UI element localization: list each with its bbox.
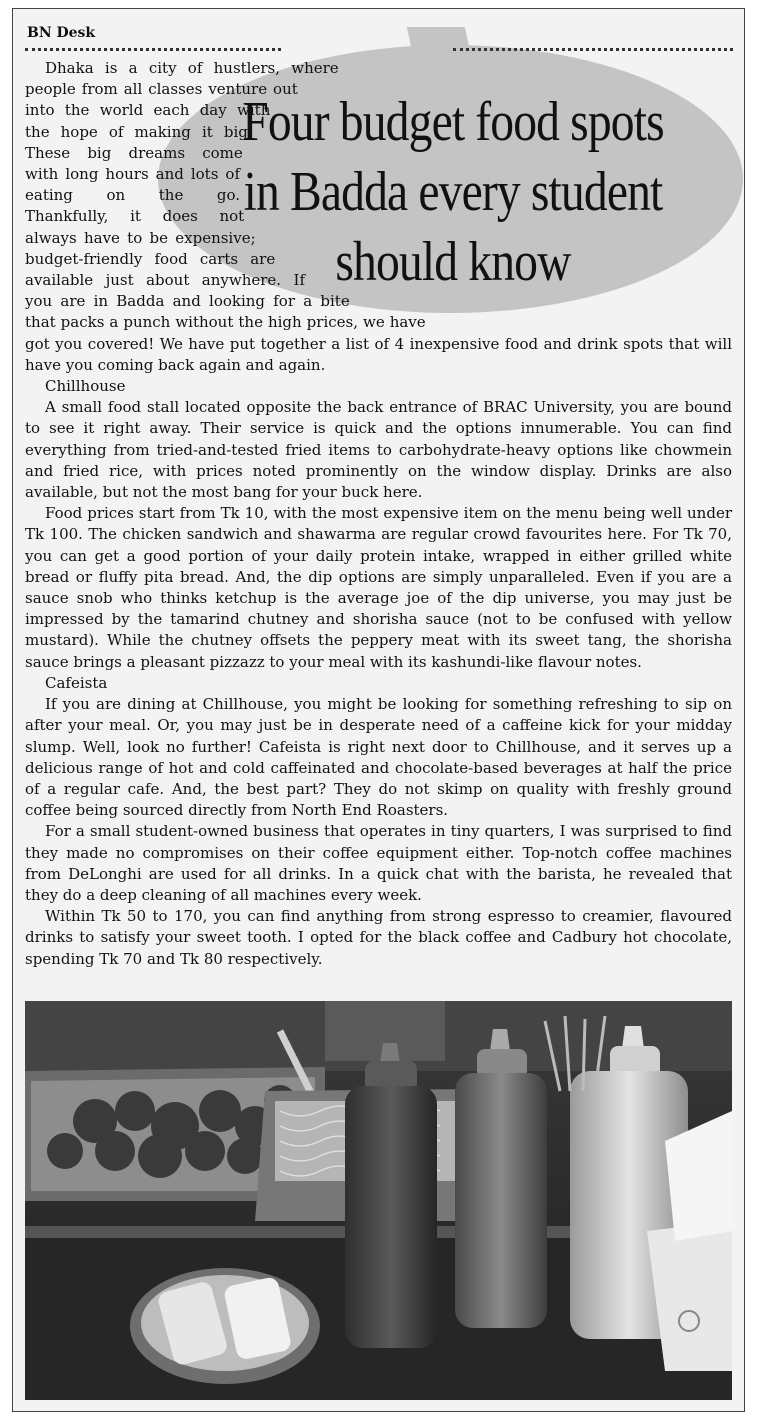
paragraph: Within Tk 50 to 170, you can find anything from strong espresso to creamier, flavoured drinks to satisfy your sweet tooth. I opted for the black coffee and Cadbury hot chocolate, spending Tk 70 and Tk 80 respectively. xyxy=(25,907,732,968)
article-body xyxy=(25,58,732,970)
paragraph: For a small student-owned business that operates in tiny quarters, I was surprised to find they made no compromises on their coffee equipment either. Top-notch coffee machines from DeLonghi are used for all drinks. In a quick chat with the barista, he revealed that they do a deep cleaning of all machines every week. xyxy=(25,822,732,904)
section-heading: Chillhouse xyxy=(45,377,126,396)
paragraph: Dhaka is a city of hustlers, where people from all classes venture out into the world each day with the hope of making it big. These big dreams come with long hours and lots of eating on the go. Thankfully, it does not always have to be expensive; budget-friendly food carts are available just about anywhere. If you are in Badda and looking for a bite that packs a punch without the high prices, we have got you covered! We have put together a list of 4 inexpensive food and drink spots that will have you coming back again and again. xyxy=(25,59,732,374)
food-stall-photo xyxy=(25,1001,732,1400)
byline: BN Desk xyxy=(27,25,96,41)
paragraph: A small food stall located opposite the back entrance of BRAC University, you are bound to see it right away. Their service is quick and the options innumerable. You can find everything from tried-and-tested fried items to carbohydrate-heavy options like chowmein and fried rice, with prices noted prominently on the window display. Drinks are also available, but not the most bang for your buck here. xyxy=(25,398,732,502)
dotted-rule-left xyxy=(25,48,281,51)
paragraph: If you are dining at Chillhouse, you might be looking for something refreshing to sip on after your meal. Or, you may just be in desperate need of a caffeine kick for your midday slump. Well, look no further! Cafeista is right next door to Chillhouse, and it serves up a delicious range of hot and cold caffeinated and chocolate-based beverages at half the price of a regular cafe. And, the best part? They do not skimp on quality with freshly ground coffee being sourced directly from North End Roasters. xyxy=(25,695,732,820)
dotted-rule-right xyxy=(453,48,733,51)
food-photo-illustration xyxy=(25,1001,732,1400)
headline: Four budget food spots in Badda every student should know xyxy=(242,91,664,293)
section-heading: Cafeista xyxy=(45,673,108,692)
article-frame xyxy=(12,8,745,1412)
paragraph: Food prices start from Tk 10, with the most expensive item on the menu being well under Tk 100. The chicken sandwich and shawarma are regular crowd favourites here. For Tk 70, you can get a good portion of your daily protein intake, wrapped in either grilled white bread or fluffy pita bread. And, the dip options are simply unparalleled. Even if you are a sauce snob who thinks ketchup is the average joe of the dip universe, you may just be impressed by the tamarind chutney and shorisha sauce (not to be confused with yellow mustard). While the chutney offsets the peppery meat with its sweet tang, the shorisha sauce brings a pleasant pizzazz to your meal with its kashundi-like flavour notes. xyxy=(25,504,732,671)
